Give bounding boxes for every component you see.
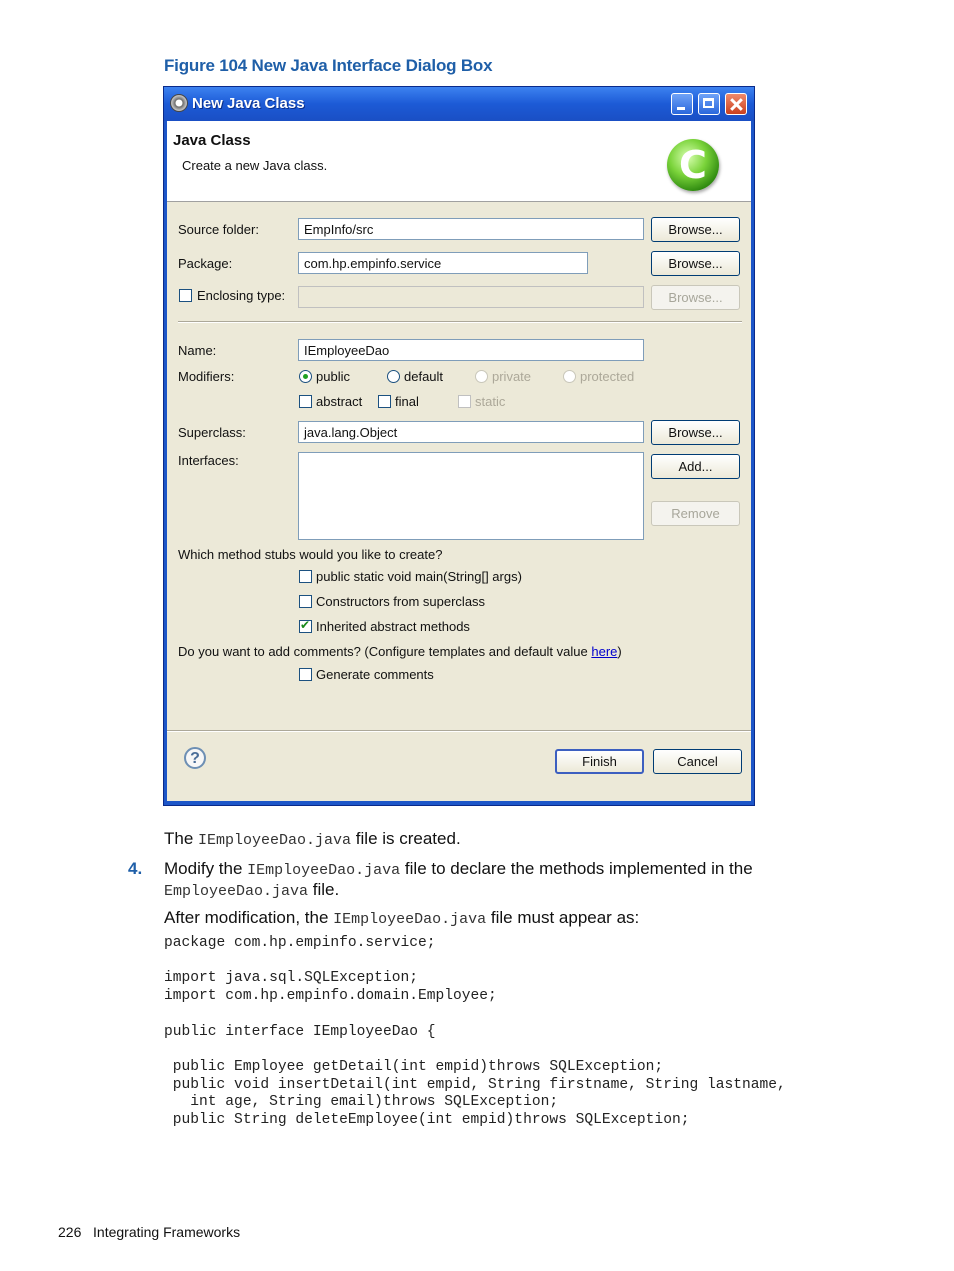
enclosing-type-browse-button: Browse... (651, 285, 740, 310)
name-label: Name: (178, 343, 217, 358)
page-number: 226 (58, 1224, 82, 1240)
source-folder-field[interactable]: EmpInfo/src (298, 218, 644, 240)
comments-question (178, 644, 622, 659)
main-method-label: public static void main(String[] args) (316, 569, 522, 584)
p2-filename-2: EmployeeDao.java (164, 883, 309, 900)
configure-templates-link[interactable]: here (591, 644, 618, 659)
wizard-page-title: Java Class (173, 132, 251, 149)
generate-comments-checkbox[interactable] (299, 668, 312, 681)
step-number: 4. (128, 859, 143, 878)
minimize-button[interactable] (671, 93, 693, 115)
constructors-checkbox[interactable] (299, 595, 312, 608)
package-label: Package: (178, 256, 233, 271)
public-radio[interactable] (299, 370, 312, 383)
interfaces-list[interactable] (298, 452, 644, 540)
modifiers-label: Modifiers: (178, 369, 235, 384)
p2-text-b: file to declare the methods implemented in the (400, 859, 753, 878)
p2-filename: IEmployeeDao.java (247, 862, 401, 879)
generate-comments-label: Generate comments (316, 667, 434, 682)
inherited-methods-label: Inherited abstract methods (316, 619, 470, 634)
page-footer (58, 1224, 240, 1240)
java-class-wizard-icon (667, 139, 719, 191)
static-checkbox-label: static (475, 394, 506, 409)
package-browse-button[interactable]: Browse... (651, 251, 740, 276)
inherited-methods-checkbox[interactable] (299, 620, 312, 633)
enclosing-type-field (298, 286, 644, 308)
static-checkbox (458, 395, 471, 408)
default-radio-label: default (404, 369, 444, 384)
final-checkbox-label: final (395, 394, 419, 409)
figure-caption: Figure 104 New Java Interface Dialog Box (164, 56, 493, 75)
public-radio-label: public (316, 369, 350, 384)
separator (178, 321, 742, 323)
paragraph-file-created (164, 829, 461, 849)
p3-text-a: After modification, the (164, 908, 334, 927)
p1-text-b: file is created. (351, 829, 461, 848)
enclosing-type-checkbox[interactable] (179, 289, 192, 302)
superclass-browse-button[interactable]: Browse... (651, 420, 740, 445)
p1-filename: IEmployeeDao.java (198, 832, 352, 849)
superclass-label: Superclass: (178, 425, 246, 440)
dialog-client-area (167, 121, 751, 801)
code-listing: package com.hp.empinfo.service; import java.sql.SQLException; import com.hp.empinfo.domain.Employee; public interface IEmployeeDao { public Employee getDetail(int empid)throws SQLException; public void insertDetail(int empid, String firstname, String lastname, int age, String email)throws SQLException; public String deleteEmployee(int empid)throws SQLException; (164, 935, 786, 1129)
p2-text-a: Modify the (164, 859, 248, 878)
final-checkbox[interactable] (378, 395, 391, 408)
wizard-page-description: Create a new Java class. (182, 158, 328, 173)
abstract-checkbox[interactable] (299, 395, 312, 408)
p3-text-b: file must appear as: (486, 908, 640, 927)
close-button[interactable] (725, 93, 747, 115)
new-java-class-dialog (163, 86, 755, 806)
comments-question-close: ) (617, 644, 622, 659)
help-icon[interactable]: ? (184, 747, 206, 769)
title-bar[interactable] (164, 87, 754, 121)
remove-interface-button: Remove (651, 501, 740, 526)
finish-button[interactable]: Finish (555, 749, 644, 774)
eclipse-gear-icon (170, 94, 188, 112)
source-folder-label: Source folder: (178, 222, 259, 237)
main-method-checkbox[interactable] (299, 570, 312, 583)
private-radio-label: private (492, 369, 532, 384)
default-radio[interactable] (387, 370, 400, 383)
p1-text-a: The (164, 829, 199, 848)
section-title: Integrating Frameworks (93, 1224, 241, 1240)
p3-filename: IEmployeeDao.java (333, 911, 487, 928)
paragraph-modify-line2 (164, 880, 339, 900)
p2-text-c: file. (308, 880, 340, 899)
protected-radio-label: protected (580, 369, 635, 384)
footer-separator (167, 730, 751, 732)
enclosing-type-label: Enclosing type: (197, 288, 286, 303)
paragraph-after-modification (164, 908, 639, 928)
abstract-checkbox-label: abstract (316, 394, 363, 409)
interfaces-label: Interfaces: (178, 453, 239, 468)
source-folder-browse-button[interactable]: Browse... (651, 217, 740, 242)
wizard-header (167, 121, 751, 202)
dialog-title: New Java Class (192, 95, 305, 112)
maximize-button[interactable] (698, 93, 720, 115)
paragraph-modify-line1 (164, 859, 753, 879)
protected-radio (563, 370, 576, 383)
add-interface-button[interactable]: Add... (651, 454, 740, 479)
constructors-label: Constructors from superclass (316, 594, 486, 609)
method-stubs-question: Which method stubs would you like to create? (178, 547, 443, 562)
private-radio (475, 370, 488, 383)
cancel-button[interactable]: Cancel (653, 749, 742, 774)
comments-question-text: Do you want to add comments? (Configure templates and default value (178, 644, 592, 659)
superclass-field[interactable]: java.lang.Object (298, 421, 644, 443)
package-field[interactable]: com.hp.empinfo.service (298, 252, 588, 274)
name-field[interactable]: IEmployeeDao (298, 339, 644, 361)
